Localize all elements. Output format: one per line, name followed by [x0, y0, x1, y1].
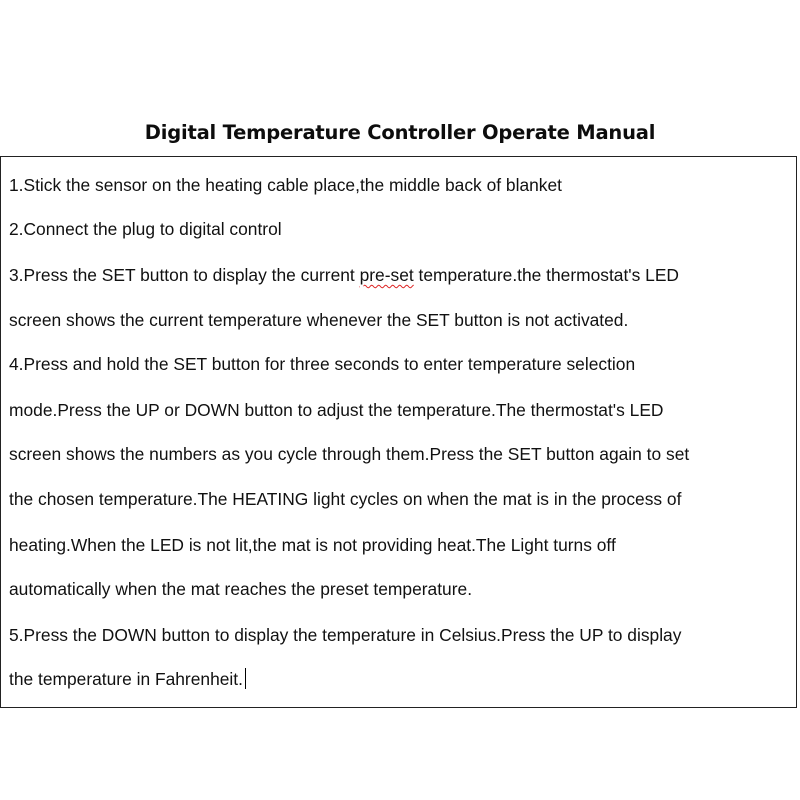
- step-3-line-1-part-2: temperature.the thermostat's LED: [413, 265, 679, 285]
- step-1-line-1: 1.Stick the sensor on the heating cable place,the middle back of blanket: [9, 175, 562, 195]
- step-3-line-2: screen shows the current temperature whenever the SET button is not activated.: [9, 310, 629, 330]
- step-4-line-2: mode.Press the UP or DOWN button to adjust the temperature.The thermostat's LED: [9, 400, 664, 420]
- step-4-line-5: heating.When the LED is not lit,the mat is not providing heat.The Light turns off: [9, 535, 616, 555]
- document-title: Digital Temperature Controller Operate Manual: [144, 121, 656, 144]
- step-4-line-4: the chosen temperature.The HEATING light cycles on when the mat is in the process of: [9, 489, 682, 509]
- text-cursor: [245, 668, 246, 689]
- step-4-line-1: 4.Press and hold the SET button for three seconds to enter temperature selection: [9, 354, 636, 374]
- step-4-line-3: screen shows the numbers as you cycle through them.Press the SET button again to set: [9, 444, 690, 464]
- step-5-line-2: [9, 668, 246, 690]
- step-3-line-1-part-1: 3.Press the SET button to display the current: [9, 265, 360, 285]
- step-3-line-1: [9, 264, 679, 286]
- spellcheck-word: pre-set: [359, 265, 414, 285]
- step-5-line-1: 5.Press the DOWN button to display the temperature in Celsius.Press the UP to display: [9, 625, 682, 645]
- instructions-box: [0, 156, 797, 708]
- step-4-line-6: automatically when the mat reaches the preset temperature.: [9, 579, 473, 599]
- step-2-line-1: 2.Connect the plug to digital control: [9, 219, 282, 239]
- step-5-line-2-text: the temperature in Fahrenheit.: [9, 669, 243, 689]
